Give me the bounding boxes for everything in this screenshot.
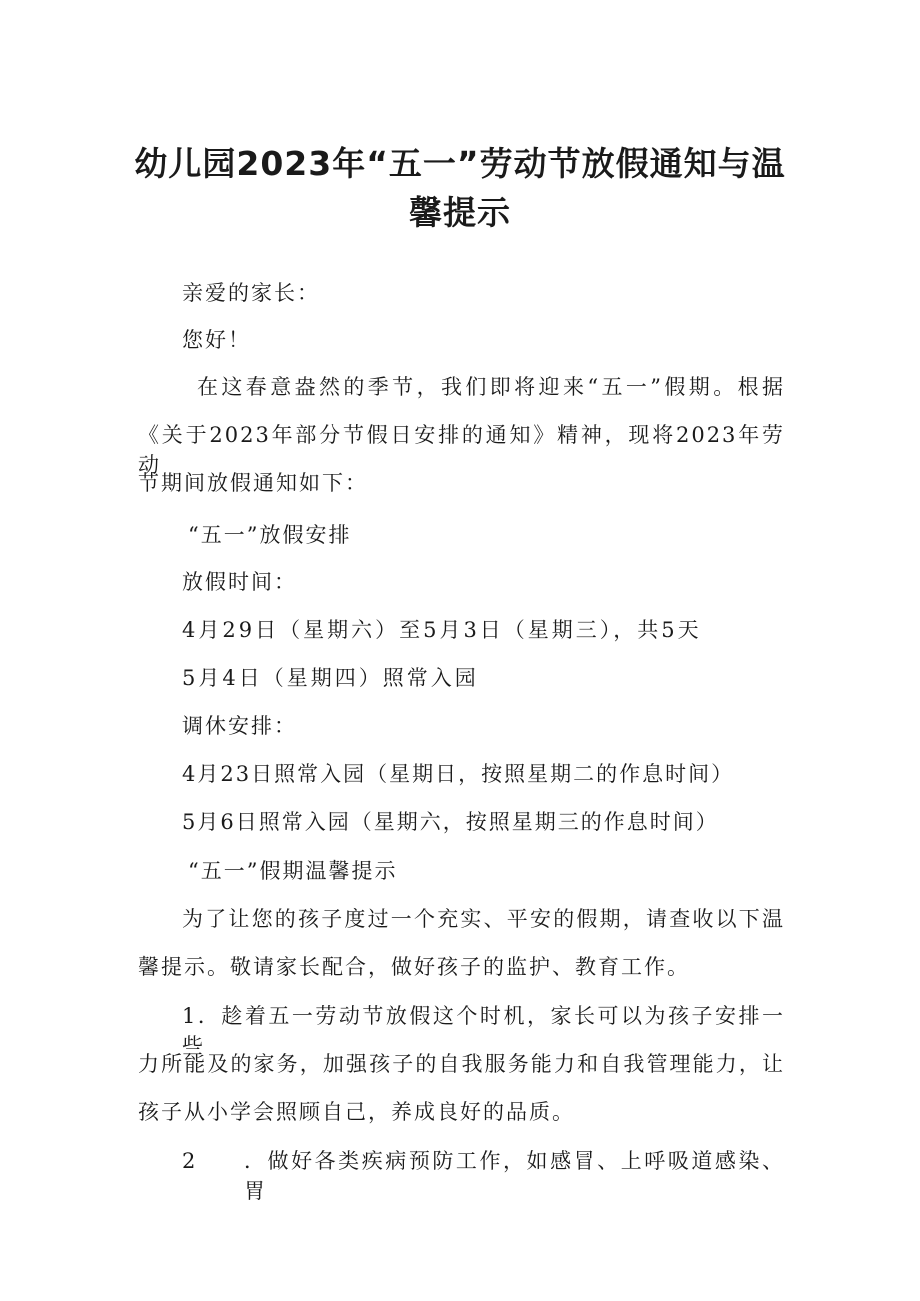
tip-item-1-line: 力所能及的家务，加强孩子的自我服务能力和自我管理能力，让 — [138, 1052, 785, 1076]
tip-item-1-line: 孩子从小学会照顾自己，养成良好的品质。 — [138, 1100, 575, 1124]
tip-item-2-line: ．做好各类疾病预防工作，如感冒、上呼吸道感染、胃 — [244, 1149, 785, 1203]
holiday-time-line: 5月4日（星期四）照常入园 — [182, 666, 479, 690]
section-heading-holiday: “五一”放假安排 — [188, 523, 352, 547]
intro-paragraph-line: 在这春意盎然的季节，我们即将迎来“五一”假期。根据 — [197, 375, 785, 399]
tip-item-2-number: 2 — [182, 1149, 198, 1173]
tips-intro-line: 馨提示。敬请家长配合，做好孩子的监护、教育工作。 — [138, 955, 690, 979]
document-title-continued: 馨提示 — [409, 193, 511, 232]
makeup-schedule-line: 5月6日照常入园（星期六，按照星期三的作息时间） — [182, 810, 719, 834]
makeup-schedule-line: 4月23日照常入园（星期日，按照星期二的作息时间） — [182, 762, 735, 786]
document-title: 幼儿园2023年“五一”劳动节放假通知与温 — [134, 144, 786, 183]
section-heading-tips: “五一”假期温馨提示 — [188, 859, 398, 883]
salutation: 您好！ — [182, 328, 251, 352]
greeting: 亲爱的家长： — [182, 281, 320, 305]
intro-paragraph-line: 《关于2023年部分节假日安排的通知》精神，现将2023年劳动 — [138, 423, 785, 477]
tips-intro-line: 为了让您的孩子度过一个充实、平安的假期，请查收以下温 — [182, 907, 785, 931]
intro-paragraph-line: 节期间放假通知如下： — [138, 471, 368, 495]
holiday-time-label: 放假时间： — [182, 570, 297, 594]
makeup-schedule-label: 调休安排： — [182, 714, 297, 738]
holiday-time-line: 4月29日（星期六）至5月3日（星期三），共5天 — [182, 618, 702, 642]
tip-item-1-line: 1．趁着五一劳动节放假这个时机，家长可以为孩子安排一些 — [182, 1004, 785, 1058]
